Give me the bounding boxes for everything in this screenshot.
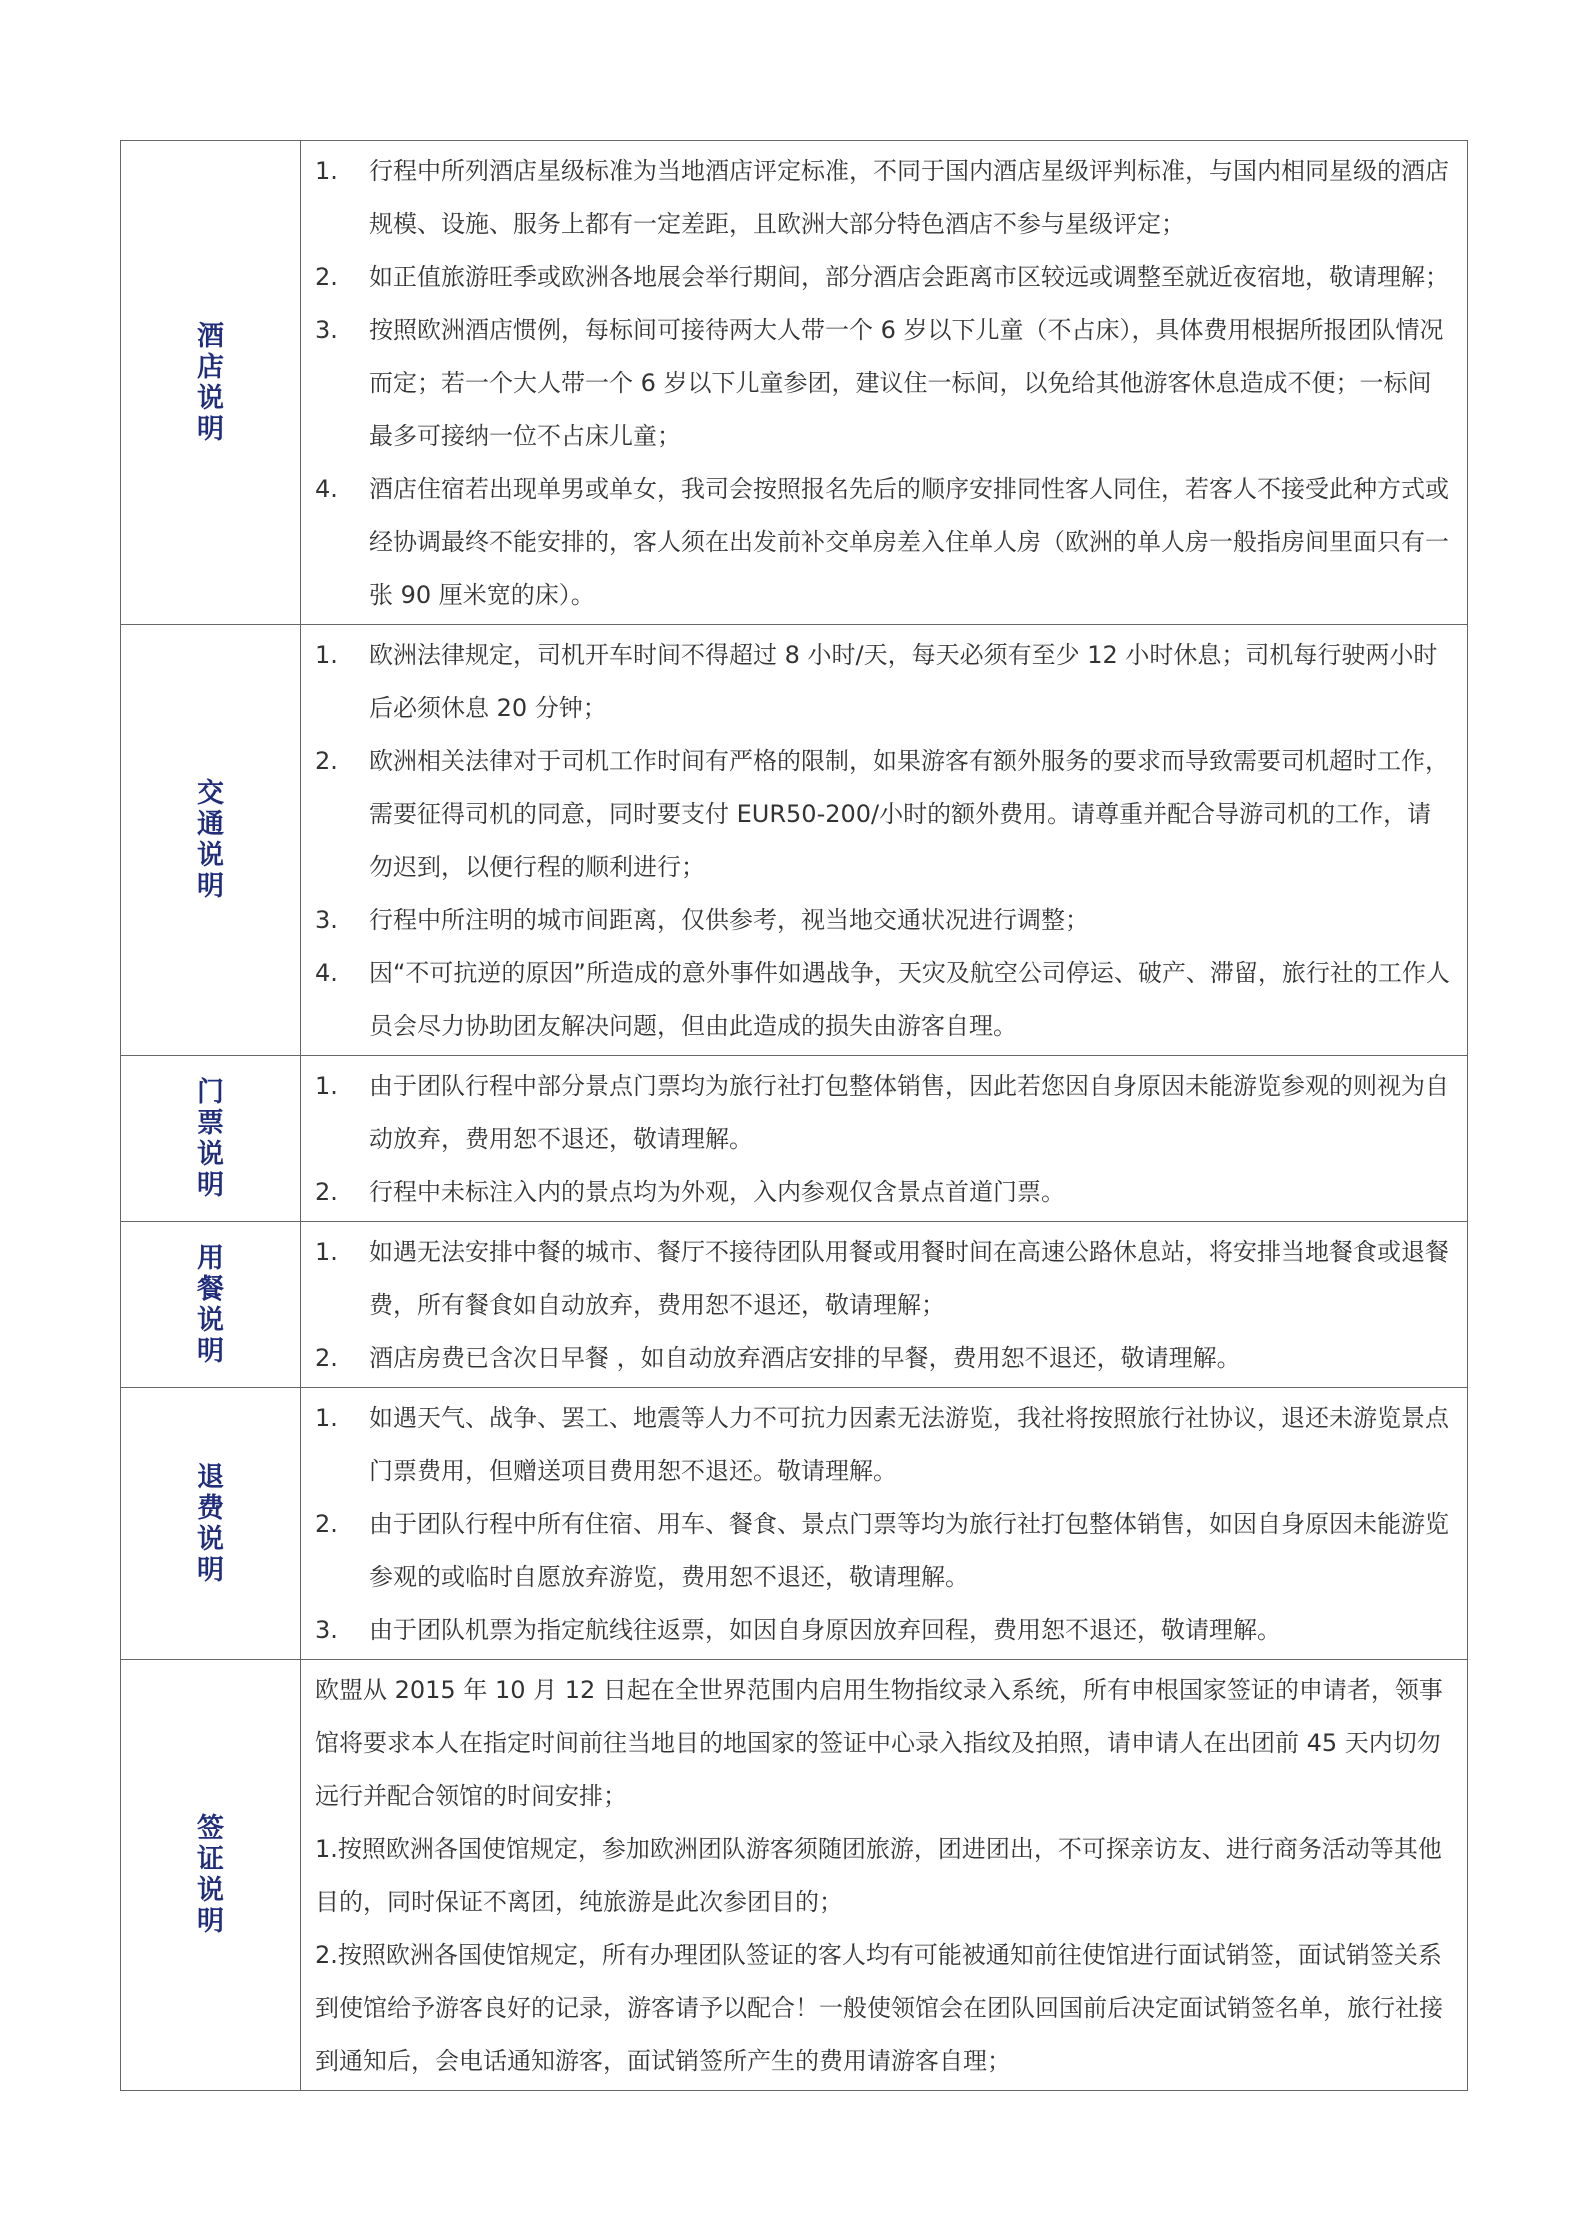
item-number: 4. [315, 959, 338, 987]
item-text: 酒店房费已含次日早餐 ，如自动放弃酒店安排的早餐，费用恕不退还，敬请理解。 [369, 1344, 1241, 1372]
section-row-hotel [121, 141, 1468, 625]
list-item [315, 1392, 1451, 1498]
item-text: 如遇天气、战争、罢工、地震等人力不可抗力因素无法游览，我社将按照旅行社协议，退还未游览景点门票费用，但赠送项目费用恕不退还。敬请理解。 [369, 1404, 1449, 1485]
section-heading-meals: 用餐说明 [197, 1242, 224, 1367]
item-text: 由于团队行程中部分景点门票均为旅行社打包整体销售，因此若您因自身原因未能游览参观的则视为自动放弃，费用恕不退还，敬请理解。 [369, 1072, 1449, 1153]
section-body-visa [301, 1660, 1468, 2091]
item-number: 2. [315, 1344, 338, 1372]
list-item [315, 463, 1451, 622]
list-item [315, 145, 1451, 251]
section-heading-hotel: 酒店说明 [197, 320, 224, 445]
paragraph: 2.按照欧洲各国使馆规定，所有办理团队签证的客人均有可能被通知前往使馆进行面试销签，面试销签关系到使馆给予游客良好的记录，游客请予以配合！一般使领馆会在团队回国前后决定面试销签名单，旅行社接到通知后，会电话通知游客，面试销签所产生的费用请游客自理； [315, 1941, 1443, 2075]
section-body-meals [301, 1222, 1468, 1388]
list-item [315, 1332, 1451, 1385]
item-number: 1. [315, 1072, 338, 1100]
item-number: 1. [315, 1404, 338, 1432]
item-text: 因“不可抗逆的原因”所造成的意外事件如遇战争，天灾及航空公司停运、破产、滞留，旅行社的工作人员会尽力协助团友解决问题，但由此造成的损失由游客自理。 [369, 959, 1450, 1040]
section-heading-visa: 签证说明 [197, 1813, 224, 1937]
item-text: 行程中所列酒店星级标准为当地酒店评定标准，不同于国内酒店星级评判标准，与国内相同星级的酒店规模、设施、服务上都有一定差距，且欧洲大部分特色酒店不参与星级评定； [369, 157, 1449, 238]
section-body-hotel [301, 141, 1468, 625]
list-item [315, 947, 1451, 1053]
item-text: 欧洲相关法律对于司机工作时间有严格的限制，如果游客有额外服务的要求而导致需要司机超时工作，需要征得司机的同意，同时要支付 EUR50-200/小时的额外费用。请尊重并配合导游司机的工作，请勿迟到，以便行程的顺利进行； [369, 747, 1449, 881]
item-text: 如正值旅游旺季或欧洲各地展会举行期间，部分酒店会距离市区较远或调整至就近夜宿地，敬请理解； [369, 263, 1449, 291]
list-item [315, 894, 1451, 947]
list-item [315, 1166, 1451, 1219]
item-number: 4. [315, 475, 338, 503]
item-number: 2. [315, 1510, 338, 1538]
section-heading-cell [121, 1388, 301, 1660]
section-row-transport [121, 625, 1468, 1056]
section-row-visa [121, 1660, 1468, 2091]
item-number: 2. [315, 747, 338, 775]
item-number: 2. [315, 263, 338, 291]
section-heading-cell [121, 141, 301, 625]
section-body-refunds [301, 1388, 1468, 1660]
section-heading-tickets: 门票说明 [197, 1076, 224, 1201]
item-text: 按照欧洲酒店惯例，每标间可接待两大人带一个 6 岁以下儿童（不占床），具体费用根据所报团队情况而定；若一个大人带一个 6 岁以下儿童参团，建议住一标间，以免给其他游客休息造成不便；一标间最多可接纳一位不占床儿童； [369, 316, 1444, 450]
section-heading-transport: 交通说明 [197, 778, 224, 902]
item-text: 由于团队行程中所有住宿、用车、餐食、景点门票等均为旅行社打包整体销售，如因自身原因未能游览参观的或临时自愿放弃游览，费用恕不退还，敬请理解。 [369, 1510, 1449, 1591]
item-text: 如遇无法安排中餐的城市、餐厅不接待团队用餐或用餐时间在高速公路休息站，将安排当地餐食或退餐费，所有餐食如自动放弃，费用恕不退还，敬请理解； [369, 1238, 1449, 1319]
item-text: 欧洲法律规定，司机开车时间不得超过 8 小时/天，每天必须有至少 12 小时休息；司机每行驶两小时后必须休息 20 分钟； [369, 641, 1438, 722]
item-number: 3. [315, 906, 338, 934]
item-number: 3. [315, 316, 338, 344]
item-text: 行程中所注明的城市间距离，仅供参考，视当地交通状况进行调整； [369, 906, 1089, 934]
list-item [315, 629, 1451, 735]
list-item [315, 304, 1451, 463]
item-number: 1. [315, 157, 338, 185]
section-heading-cell [121, 1222, 301, 1388]
section-row-tickets [121, 1056, 1468, 1222]
list-item [315, 251, 1451, 304]
list-item [315, 735, 1451, 894]
item-number: 3. [315, 1616, 338, 1644]
list-item [315, 1060, 1451, 1166]
list-item [315, 1604, 1451, 1657]
list-item [315, 1226, 1451, 1332]
section-row-meals [121, 1222, 1468, 1388]
section-heading-refunds: 退费说明 [197, 1461, 224, 1586]
info-table-container [120, 140, 1468, 2091]
item-text: 由于团队机票为指定航线往返票，如因自身原因放弃回程，费用恕不退还，敬请理解。 [369, 1616, 1281, 1644]
paragraph: 1.按照欧洲各国使馆规定，参加欧洲团队游客须随团旅游，团进团出，不可探亲访友、进行商务活动等其他目的，同时保证不离团，纯旅游是此次参团目的； [315, 1835, 1442, 1916]
list-item [315, 1498, 1451, 1604]
item-number: 2. [315, 1178, 338, 1206]
section-body-tickets [301, 1056, 1468, 1222]
item-text: 酒店住宿若出现单男或单女，我司会按照报名先后的顺序安排同性客人同住，若客人不接受此种方式或经协调最终不能安排的，客人须在出发前补交单房差入住单人房（欧洲的单人房一般指房间里面只有一张 90 厘米宽的床）。 [369, 475, 1449, 609]
section-row-refunds [121, 1388, 1468, 1660]
section-heading-cell [121, 1660, 301, 2091]
section-heading-cell [121, 625, 301, 1056]
section-body-transport [301, 625, 1468, 1056]
travel-notes-table [120, 140, 1468, 2091]
section-heading-cell [121, 1056, 301, 1222]
item-number: 1. [315, 1238, 338, 1266]
item-number: 1. [315, 641, 338, 669]
item-text: 行程中未标注入内的景点均为外观，入内参观仅含景点首道门票。 [369, 1178, 1065, 1206]
paragraph: 欧盟从 2015 年 10 月 12 日起在全世界范围内启用生物指纹录入系统，所有申根国家签证的申请者，领事馆将要求本人在指定时间前往当地目的地国家的签证中心录入指纹及拍照，请申请人在出团前 45 天内切勿远行并配合领馆的时间安排； [315, 1676, 1443, 1810]
